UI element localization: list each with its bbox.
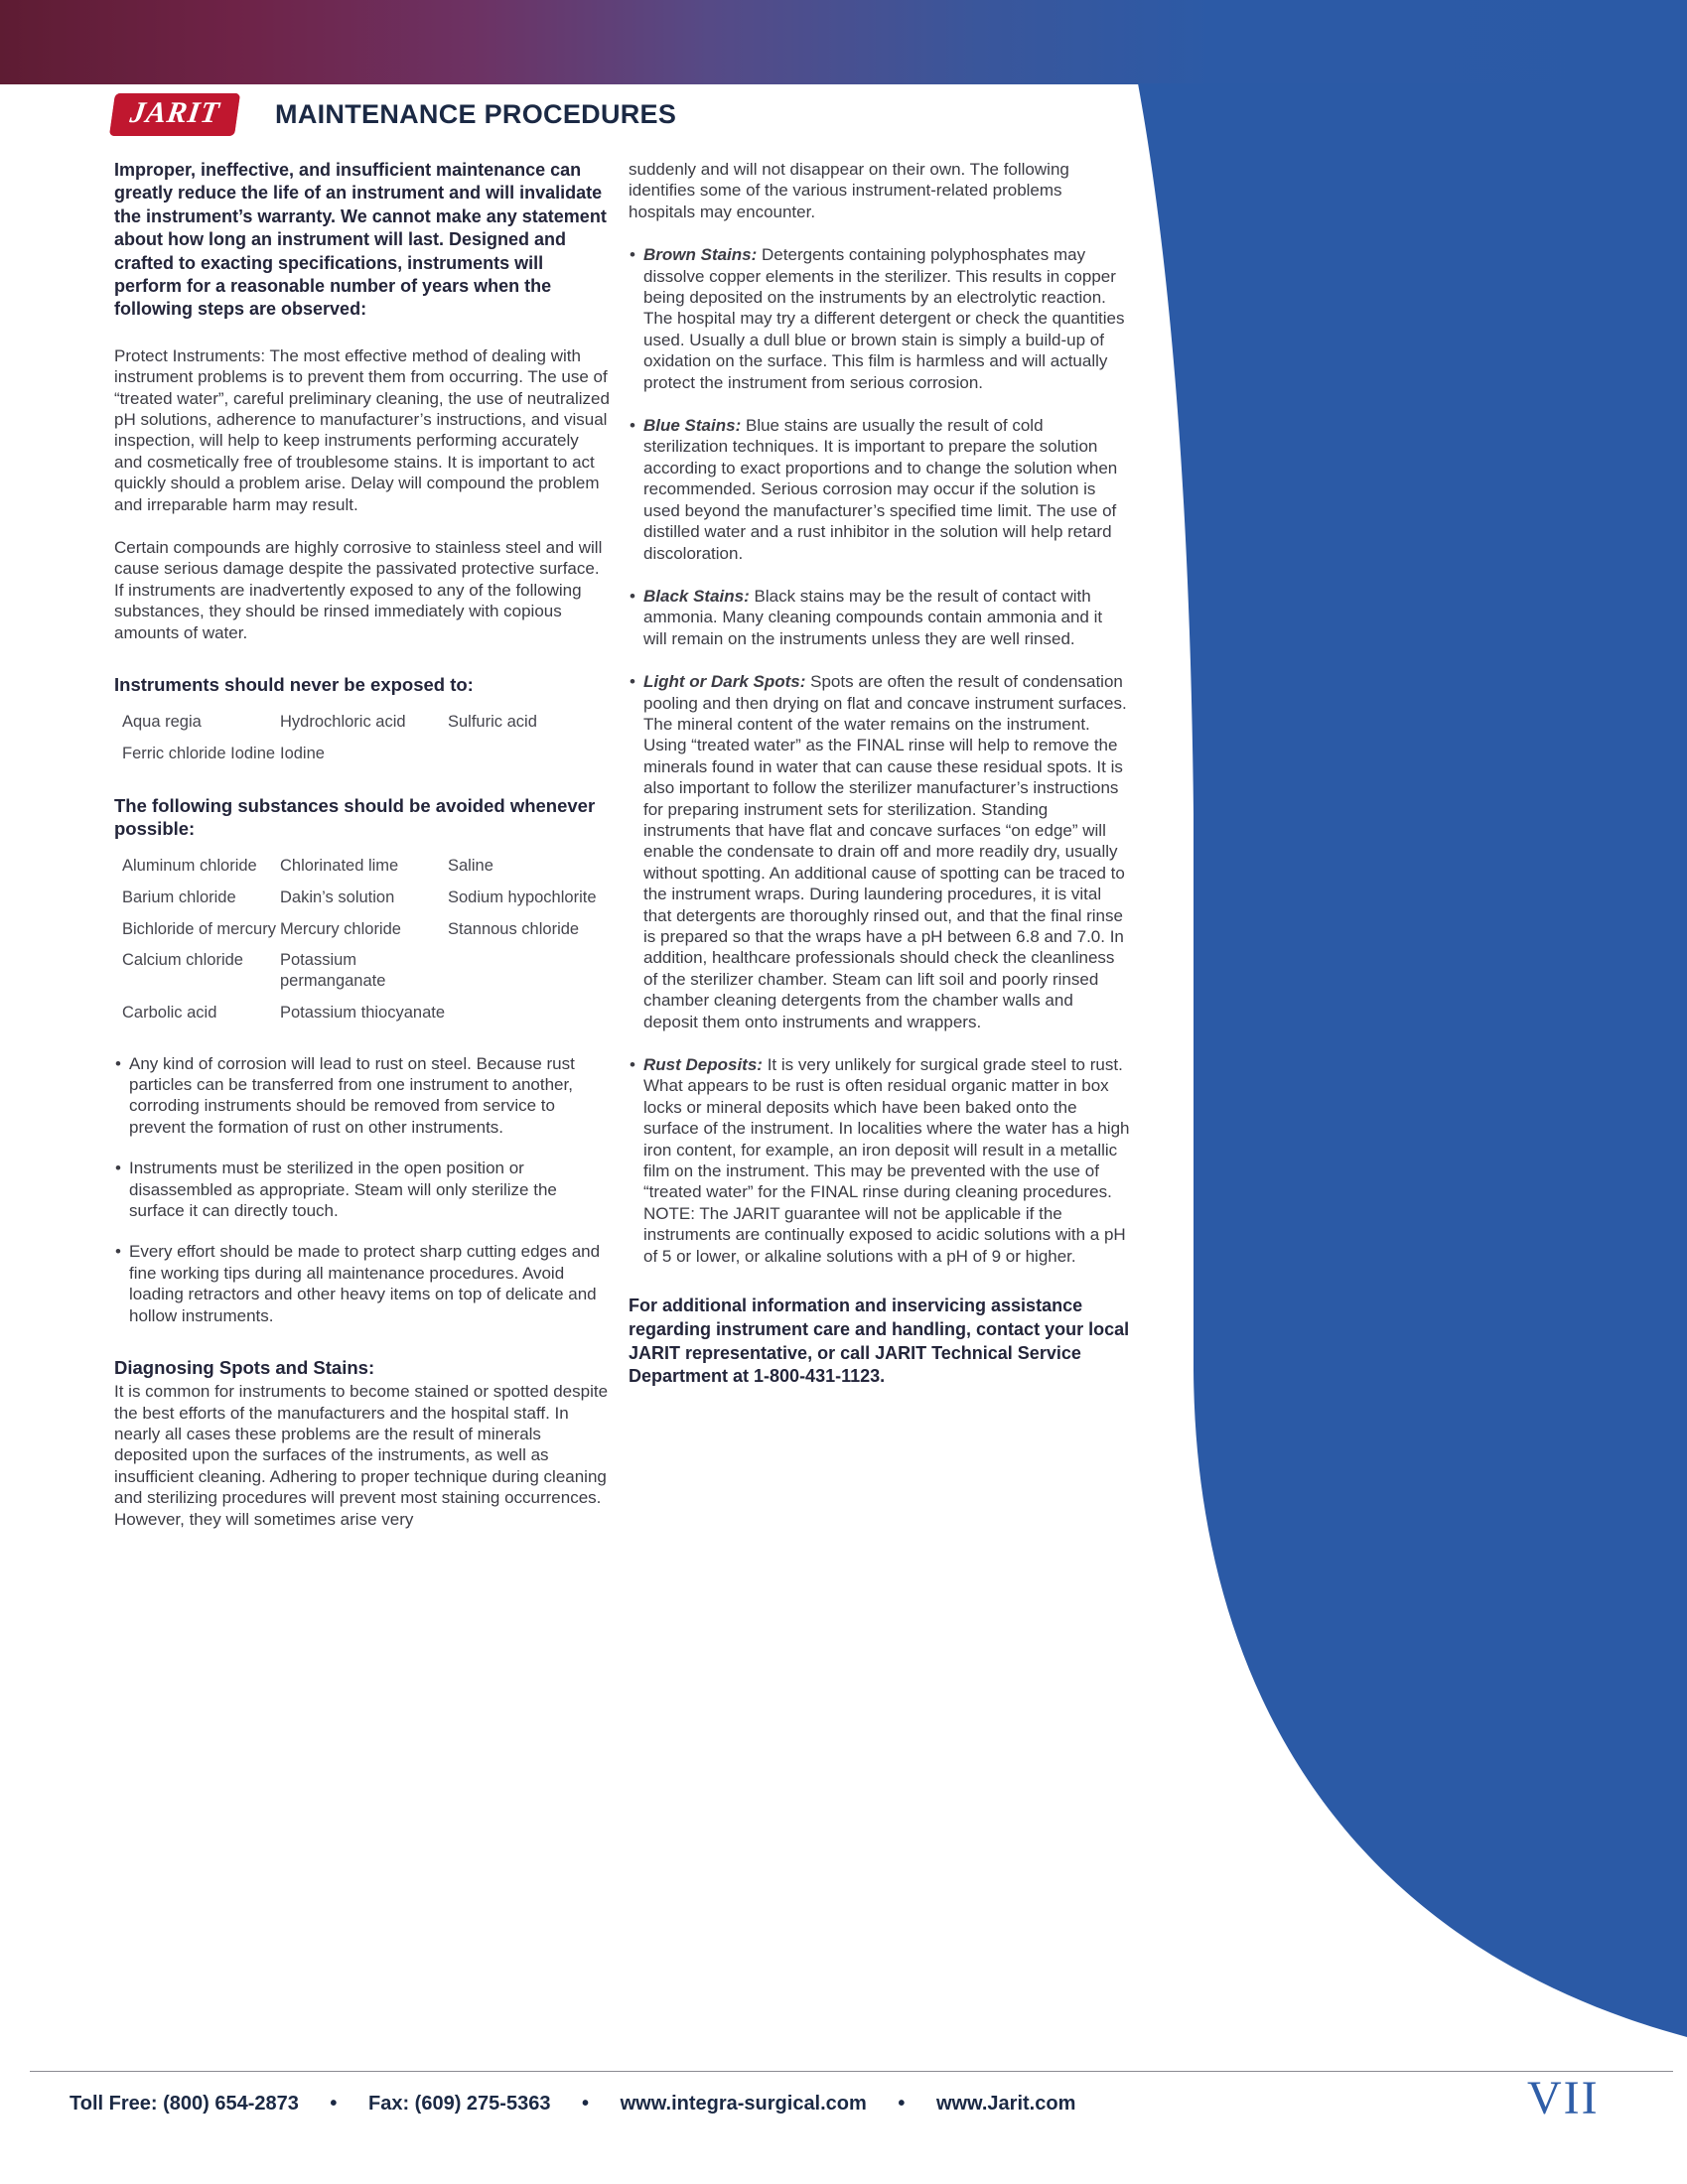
stain-label: Light or Dark Spots:	[643, 672, 806, 692]
footer-website-integra: www.integra-surgical.com	[620, 2093, 867, 2115]
table-cell	[448, 1003, 611, 1024]
stain-item-brown	[629, 244, 1130, 393]
stain-text: Black stains may be the result of contact with ammonia. Many cleaning compounds contain ammonia and it will remain on the instruments unless they are well rinsed.	[643, 586, 1103, 648]
page-title: MAINTENANCE PROCEDURES	[275, 99, 677, 129]
stain-label: Blue Stains:	[643, 416, 742, 436]
table-cell: Potassium thiocyanate	[280, 1003, 446, 1022]
table-cell	[448, 950, 611, 992]
table-cell: Sodium hypochlorite	[448, 887, 597, 906]
table-cell: Aluminum chloride	[122, 856, 257, 875]
protect-instruments-paragraph: Protect Instruments: The most effective method of dealing with instrument problems is to prevent them from occurring. The use of “treated water”, careful preliminary cleaning, the use of neutralized pH solutions, adherence to manufacturer’s instructions, and visual inspection, will help to keep instruments performing accurately and cosmetically free of troublesome stains. It is important to act quickly should a problem arise. Delay will compound the problem and irreparable harm may result.	[114, 345, 610, 514]
page-header	[112, 93, 676, 136]
footer-tollfree: Toll Free: (800) 654-2873	[70, 2093, 299, 2115]
footer-fax: Fax: (609) 275-5363	[368, 2093, 551, 2115]
corrosive-compounds-paragraph: Certain compounds are highly corrosive to stainless steel and will cause serious damage despite the passivated protective surface. If instruments are inadvertently exposed to any of the following substances, they should be rinsed immediately with copious amounts of water.	[114, 537, 603, 642]
stain-text: Spots are often the result of condensation pooling and then drying on flat and concave instrument surfaces. The mineral content of the water remains on the instrument. Using “treated water” as the FINAL rinse will help to remove the minerals found in water that can cause these residual spots. It is also important to follow the sterilizer manufacturer’s instructions for preparing instrument sets for sterilization. Standing instruments that have flat and concave surfaces “on edge” will enable the condensate to drain off and more readily dry, usually without spotting. An additional cause of spotting can be traced to the instrument wraps. During laundering procedures, it is vital that detergents are thoroughly rinsed out, and that the final rinse is prepared so that the wraps have a pH between 6.8 and 7.0. In addition, healthcare professionals should check the cleanliness of the sterilizer chamber. Steam can lift soil and poorly rinsed chamber cleaning detergents from the chamber walls and deposit them onto instruments and wrappers.	[643, 672, 1127, 1031]
table-cell: Dakin’s solution	[280, 887, 395, 906]
table-cell: Sulfuric acid	[448, 713, 537, 732]
table-cell: Iodine	[280, 744, 325, 762]
list-item-text: Instruments must be sterilized in the open position or disassembled as appropriate. Steam will only sterilize the surface it can directly touch.	[129, 1159, 557, 1221]
table-cell: Saline	[448, 856, 493, 875]
footer	[70, 2093, 1075, 2116]
stain-text: Detergents containing polyphosphates may dissolve copper elements in the sterilizer. This results in copper being deposited on the instruments by an electrolytic reaction. The hospital may try a different detergent or check the quantities used. Usually a dull blue or brown stain is simply a build-up of oxidation on the surface. This film is harmless and will actually protect the instrument from serious corrosion.	[643, 245, 1125, 392]
table-cell: Bichloride of mercury	[122, 919, 276, 938]
avoid-table	[114, 856, 611, 1024]
table-cell: Calcium chloride	[122, 951, 243, 970]
continuation-paragraph: suddenly and will not disappear on their own. The following identifies some of the various instrument-related problems hospitals may encounter.	[629, 160, 1069, 221]
list-item	[114, 1053, 611, 1139]
right-column	[629, 159, 1130, 1411]
avoid-heading: The following substances should be avoided whenever possible:	[114, 794, 596, 839]
intro-paragraph: Improper, ineffective, and insufficient maintenance can greatly reduce the life of an instrument and will invalidate the instrument’s warranty. We cannot make any statement about how long an instrument will last. Designed and crafted to exacting specifications, instruments will perform for a reasonable number of years when the following steps are observed:	[114, 160, 607, 320]
stain-label: Brown Stains:	[643, 245, 758, 265]
stain-item-rust	[629, 1054, 1130, 1267]
footer-website-jarit: www.Jarit.com	[935, 2093, 1076, 2115]
table-cell: Mercury chloride	[280, 919, 401, 938]
stain-item-spots	[629, 671, 1130, 1032]
table-cell: Stannous chloride	[448, 919, 580, 938]
page-number: VII	[1527, 2072, 1600, 2124]
header-gradient-band	[0, 0, 1687, 84]
table-cell	[448, 744, 611, 764]
stain-item-blue	[629, 415, 1130, 564]
list-item-text: Every effort should be made to protect sharp cutting edges and fine working tips during all maintenance procedures. Avoid loading retractors and other heavy items on top of delicate and hollow instruments.	[129, 1242, 601, 1325]
table-cell: Chlorinated lime	[280, 856, 399, 875]
stain-label: Rust Deposits:	[643, 1055, 763, 1075]
footer-separator: •	[582, 2093, 590, 2115]
rust-note: NOTE: The JARIT guarantee will not be applicable if the instruments are continually exposed to acidic solutions with a pH of 5 or lower, or alkaline solutions with a pH of 9 or higher.	[643, 1203, 1126, 1266]
table-cell: Aqua regia	[122, 713, 202, 732]
stain-text: It is very unlikely for surgical grade steel to rust. What appears to be rust is often residual organic matter in box locks or mineral deposits which have been baked onto the surface of the instrument. In localities where the water has a high iron content, for example, an iron deposit will result in a metallic film on the instrument. This may be prevented with the use of “treated water” for the FINAL rinse during cleaning procedures.	[643, 1055, 1130, 1202]
stain-item-black	[629, 586, 1130, 649]
diagnosing-paragraph: It is common for instruments to become stained or spotted despite the best efforts of the manufacturers and the hospital staff. In nearly all cases these problems are the result of minerals deposited upon the surfaces of the instruments, as well as insufficient cleaning. Adhering to proper technique during cleaning and sterilizing procedures will prevent most staining occurrences. However, they will sometimes arise very	[114, 1382, 609, 1529]
stain-text: Blue stains are usually the result of cold sterilization techniques. It is important to prepare the solution according to exact proportions and to change the solution when recommended. Serious corrosion may occur if the solution is used beyond the manufacturer’s specified time limit. The use of distilled water and a rust inhibitor in the solution will help retard discoloration.	[643, 416, 1118, 563]
jarit-logo-text: JARIT	[127, 96, 222, 129]
never-exposed-heading: Instruments should never be exposed to:	[114, 674, 474, 696]
list-item-text: Any kind of corrosion will lead to rust on steel. Because rust particles can be transferred from one instrument to another, corroding instruments should be removed from service to prevent the formation of rust on other instruments.	[129, 1053, 575, 1137]
diagnosing-heading: Diagnosing Spots and Stains:	[114, 1357, 375, 1379]
table-cell: Carbolic acid	[122, 1003, 217, 1022]
left-column	[114, 159, 611, 1552]
jarit-logo	[109, 93, 240, 136]
closing-paragraph: For additional information and inservicing assistance regarding instrument care and handling, contact your local JARIT representative, or call JARIT Technical Service Department at 1-800-431-1123.	[629, 1296, 1130, 1387]
table-cell: Ferric chloride Iodine	[122, 744, 276, 762]
swoosh-shape	[1138, 83, 1687, 2037]
table-cell: Hydrochloric acid	[280, 713, 406, 732]
table-cell: Barium chloride	[122, 887, 236, 906]
footer-separator: •	[330, 2093, 338, 2115]
list-item	[114, 1158, 611, 1221]
list-item	[114, 1241, 611, 1326]
footer-divider	[30, 2071, 1673, 2072]
table-cell: Potassium permanganate	[280, 951, 386, 991]
never-exposed-table	[114, 712, 611, 764]
footer-separator: •	[898, 2093, 906, 2115]
stain-label: Black Stains:	[643, 586, 750, 606]
